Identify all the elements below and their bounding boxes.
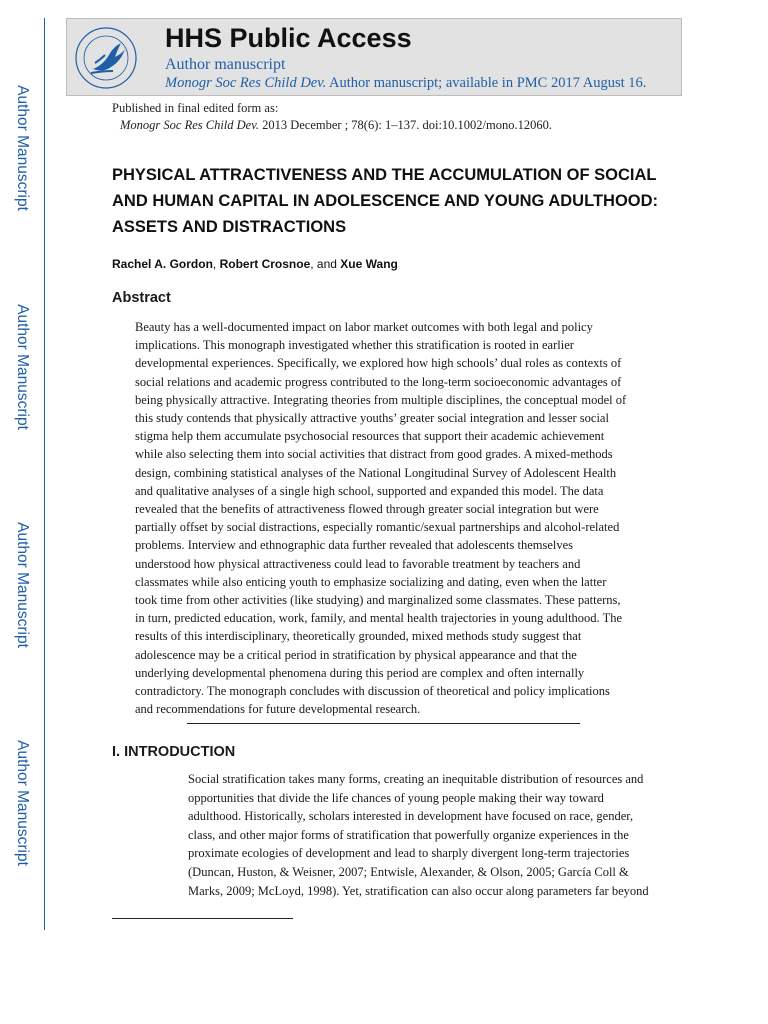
author-name: Xue Wang <box>340 257 398 271</box>
text-line: results of this interdisciplinary, theoretically grounded, mixed methods study suggest that <box>135 629 582 644</box>
text-line: and qualitative analyses of a single high school, supported and expanded this model. The data <box>135 483 604 498</box>
side-label-column <box>0 0 44 1024</box>
abstract-body <box>135 318 655 718</box>
text-line: in turn, predicted education, work, family, and mental health trajectories in young adulthood. The <box>135 611 623 626</box>
author-separator: , <box>212 257 220 271</box>
article-title: PHYSICAL ATTRACTIVENESS AND THE ACCUMULATION OF SOCIAL AND HUMAN CAPITAL IN ADOLESCENCE AND YOUNG ADULTHOOD: ASSETS AND DISTRACTIONS <box>112 166 659 236</box>
text-line: revealed that the benefits of attractiveness flowed through greater social integration but were <box>135 502 599 517</box>
banner-subtitle: Author manuscript <box>165 56 286 73</box>
author-name: Rachel A. Gordon <box>112 257 213 271</box>
banner-citation <box>165 75 646 92</box>
side-label-text: Author Manuscript <box>14 304 31 430</box>
banner-title: HHS Public Access <box>165 23 412 53</box>
text-line: and recommendations for future developmental research. <box>135 702 421 717</box>
author-list <box>112 257 398 271</box>
side-label-text: Author Manuscript <box>14 522 31 648</box>
section-divider <box>187 723 580 724</box>
text-line: Social stratification takes many forms, creating an inequitable distribution of resources and <box>188 772 644 786</box>
introduction-heading: I. INTRODUCTION <box>112 744 236 760</box>
author-separator: , and <box>310 257 341 271</box>
text-line: adolescence may be a critical period in stratification by physical appearance and that the <box>135 647 577 662</box>
text-line: design, combining statistical analyses of the National Longitudinal Survey of Adolescent Health <box>135 465 617 480</box>
side-rule <box>44 18 45 930</box>
text-line: opportunities that divide the life chances of young people making their way toward <box>188 790 604 805</box>
side-label-text: Author Manuscript <box>14 85 31 211</box>
abstract-heading: Abstract <box>112 290 171 306</box>
hhs-banner <box>66 18 682 96</box>
hhs-logo-icon <box>73 25 139 91</box>
text-line: social relations and academic progress contributed to the long-term socioeconomic advantages of <box>135 374 622 389</box>
introduction-body <box>188 770 658 900</box>
side-label-text: Author Manuscript <box>14 740 31 866</box>
text-line: partially offset by social distractions, especially romantic/sexual partnerships and alcohol-related <box>135 520 620 535</box>
text-line: this study contends that physically attractive youths’ greater social integration and lesser social <box>135 411 609 426</box>
text-line: stigma help them accumulate psychosocial resources that support their academic achievement <box>135 429 605 444</box>
published-details: 2013 December ; 78(6): 1–137. doi:10.1002/mono.12060. <box>262 118 553 132</box>
text-line: while also selecting them into social activities that distract from good grades. A mixed-methods <box>135 447 613 462</box>
text-line: (Duncan, Huston, & Weisner, 2007; Entwisle, Alexander, & Olson, 2005; García Coll & <box>188 864 629 879</box>
text-line: proximate ecologies of development and lead to sharply divergent long-term trajectories <box>188 846 630 861</box>
text-line: understood how physical attractiveness could lead to favorable treatment by teachers and <box>135 556 581 571</box>
author-name: Robert Crosnoe <box>219 257 311 271</box>
published-citation <box>112 117 552 134</box>
text-line: took time from other activities (like studying) and marginalized some classmates. These patterns, <box>135 593 621 608</box>
text-line: implications. This monograph investigated whether this stratification is rooted in earlier <box>135 338 574 353</box>
text-line: underlying developmental phenomena during this period are complex and often internally <box>135 665 585 680</box>
published-journal: Monogr Soc Res Child Dev. <box>120 118 259 132</box>
banner-journal: Monogr Soc Res Child Dev. <box>165 75 327 91</box>
banner-availability: Author manuscript; available in PMC 2017 August 16. <box>329 75 647 91</box>
text-line: adulthood. Historically, scholars interested in development have focused on race, gender, <box>188 809 634 824</box>
footnote-rule <box>112 918 293 919</box>
text-line: contradictory. The monograph concludes with discussion of theoretical and policy implications <box>135 684 610 699</box>
text-line: developmental experiences. Specifically, we explored how high schools’ dual roles as contexts of <box>135 356 622 371</box>
text-line: problems. Interview and ethnographic data further revealed that adolescents themselves <box>135 538 574 553</box>
text-line: Beauty has a well-documented impact on labor market outcomes with both legal and policy <box>135 320 593 334</box>
text-line: being physically attractive. Integrating theories from multiple disciplines, the conceptual model of <box>135 392 627 407</box>
text-line: classmates while also enticing youth to emphasize socializing and dating, even when the latter <box>135 574 607 589</box>
text-line: class, and other major forms of stratification that powerfully organize experiences in the <box>188 827 629 842</box>
text-line: Marks, 2009; McLoyd, 1998). Yet, stratification can also occur along parameters far beyond <box>188 883 649 898</box>
published-label: Published in final edited form as: <box>112 101 279 115</box>
published-block <box>112 100 552 134</box>
